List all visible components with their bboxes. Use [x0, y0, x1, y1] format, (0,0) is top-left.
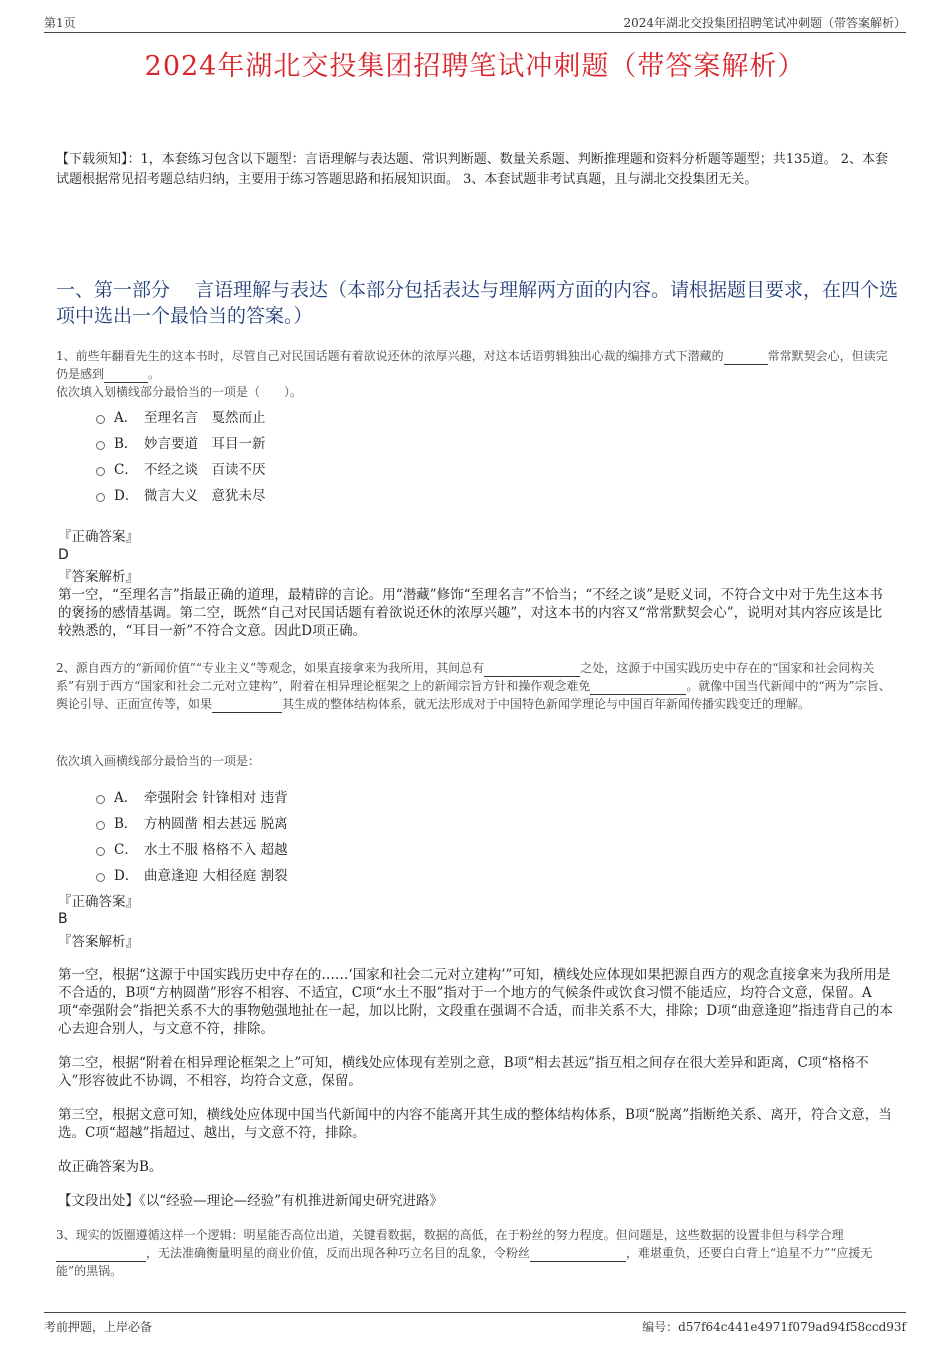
radio-icon[interactable] [96, 873, 105, 882]
q2-analysis-p2: 第二空，根据“附着在相异理论框架之上”可知，横线处应体现有差别之意，B项“相去甚远”指互相之间存在很大差异和距离，C项“格格不入”形容彼此不协调，不相容，均符合文意，保留。 [58, 1055, 869, 1089]
q1-option-a[interactable]: A． 至理名言 戛然而止 [96, 405, 266, 431]
question-1 [56, 347, 898, 401]
radio-icon[interactable] [96, 415, 105, 424]
q2-analysis-p4: 故正确答案为B。 [58, 1159, 163, 1175]
q2-prompt: 依次填入画横线部分最恰当的一项是： [56, 754, 261, 768]
radio-icon[interactable] [96, 467, 105, 476]
radio-icon[interactable] [96, 795, 105, 804]
q1-text-a: 1、前些年翻看先生的这本书时，尽管自己对民国话题有着欲说还休的浓厚兴趣，对这本话语剪辑独出心裁的编排方式下潜藏的 [56, 349, 724, 363]
radio-icon[interactable] [96, 847, 105, 856]
q1-answer: D [58, 547, 69, 563]
q1-text-b: 常常默契会心，但读完仍是感到 [56, 349, 888, 381]
q1-option-c[interactable]: C． 不经之谈 百读不厌 [96, 457, 266, 483]
q2-analysis-p1: 第一空，根据“这源于中国实践历史中存在的……‘国家和社会二元对立建构’”可知，横线处应体现如果把源自西方的观念直接拿来为我所用是不合适的，B项“方枘圆凿”形容不相容、不适宜，C项“水土不服”指对于一个地方的气候条件或饮食习惯不能适应，均符合文意，保留。A项“牵强附会”指把关系不大的事物勉强地扯在一起，加以比附，文段重在强调不合适，而非关系不大，排除；D项“曲意逢迎”指违背自己的本心去迎合别人，与文意不符，排除。 [58, 967, 893, 1037]
q2-option-d[interactable]: D． 曲意逢迎 大相径庭 割裂 [96, 863, 288, 889]
question-3: 3、现实的饭圈遵循这样一个逻辑：明星能否高位出道，关键看数据，数据的高低，在于粉丝的努力程度。但问题是，这些数据的设置非但与科学合理，无法准确衡量明星的商业价值，反而出现各种巧立名目的乱象，令粉丝 ，难堪重负，还要白白背上“追星不力”“应援无能”的黑锅。 [56, 1228, 873, 1278]
q3-blank-1 [56, 1247, 146, 1262]
q2-blank-1 [484, 662, 580, 677]
q1-options [96, 405, 266, 509]
q2-source: 【文段出处】《以“经验—理论—经验”有机推进新闻史研究进路》 [58, 1193, 444, 1209]
q3-blank-2 [530, 1247, 626, 1262]
q2-answer: B [58, 911, 68, 927]
q2-analysis-label: 『答案解析』 [58, 934, 139, 950]
q1-option-d[interactable]: D． 微言大义 意犹未尽 [96, 483, 266, 509]
page-number: 第1页 [44, 16, 76, 30]
radio-icon[interactable] [96, 493, 105, 502]
q2-option-b[interactable]: B． 方枘圆凿 相去甚远 脱离 [96, 811, 288, 837]
q2-option-a[interactable]: A． 牵强附会 针锋相对 违背 [96, 785, 288, 811]
radio-icon[interactable] [96, 441, 105, 450]
q1-analysis: 第一空，“至理名言”指最正确的道理，最精辟的言论。用“潜藏”修饰“至理名言”不恰当；“不经之谈”是贬义词，不符合文中对于先生这本书的褒扬的感情基调。第二空，既然“自己对民国话题有着欲说还休的浓厚兴趣”，对这本书的内容又“常常默契会心”，说明对其内容应该是比较熟悉的，“耳目一新”不符合文意。因此D项正确。 [58, 587, 883, 639]
radio-icon[interactable] [96, 821, 105, 830]
q2-blank-3 [212, 698, 282, 713]
header-title: 2024年湖北交投集团招聘笔试冲刺题（带答案解析） [623, 16, 906, 30]
download-notice: 【下载须知】：1，本套练习包含以下题型：言语理解与表达题、常识判断题、数量关系题、判断推理题和资料分析题等题型；共135道。 2、本套试题根据常见招考题总结归纳，主要用于练习答题思路和拓展知识面。 3、本套试题非考试真题，且与湖北交投集团无关。 [56, 152, 888, 187]
q2-analysis-p3: 第三空，根据文意可知，横线处应体现中国当代新闻中的内容不能离开其生成的整体结构体系，B项“脱离”指断绝关系、离开，符合文意，当选。C项“超越”指超过、越出，与文意不符，排除。 [58, 1107, 892, 1141]
q1-option-b[interactable]: B． 妙言要道 耳目一新 [96, 431, 266, 457]
document-title: 2024年湖北交投集团招聘笔试冲刺题（带答案解析） [144, 51, 806, 82]
q1-prompt: 依次填入划横线部分最恰当的一项是（ ）。 [56, 385, 303, 399]
page-footer [44, 1312, 906, 1335]
question-2: 2、源自西方的“新闻价值”“专业主义”等观念，如果直接拿来为我所用，其间总有 之处，这源于中国实践历史中存在的“国家和社会同构关系”有别于西方“国家和社会二元对立建构”，附着在相异理论框架之上的新闻宗旨方针和操作观念难免 。就像中国当代新闻中的“两为”宗旨、舆论引导、正面宣传等，如果 其生成的整体结构体系，就无法形成对于中国特色新闻学理论与中国百年新闻传播实践变迁的理解。 [56, 661, 891, 711]
document-id: 编号：d57f64c441e4971f079ad94f58ccd93f [642, 1320, 906, 1334]
q2-blank-2 [590, 680, 686, 695]
footer-slogan: 考前押题，上岸必备 [44, 1320, 153, 1334]
page-header [44, 14, 906, 33]
q1-text-c: 。 [148, 367, 161, 381]
q2-option-c[interactable]: C． 水土不服 格格不入 超越 [96, 837, 288, 863]
q1-blank-1 [724, 350, 768, 365]
q1-blank-2 [104, 368, 148, 383]
section-heading: 一、第一部分 言语理解与表达（本部分包括表达与理解两方面的内容。请根据题目要求，在四个选项中选出一个最恰当的答案。） [56, 279, 899, 327]
q2-options [96, 785, 288, 889]
q1-analysis-label: 『答案解析』 [58, 569, 139, 585]
q1-answer-label: 『正确答案』 [58, 529, 139, 545]
q2-answer-label: 『正确答案』 [58, 894, 139, 910]
